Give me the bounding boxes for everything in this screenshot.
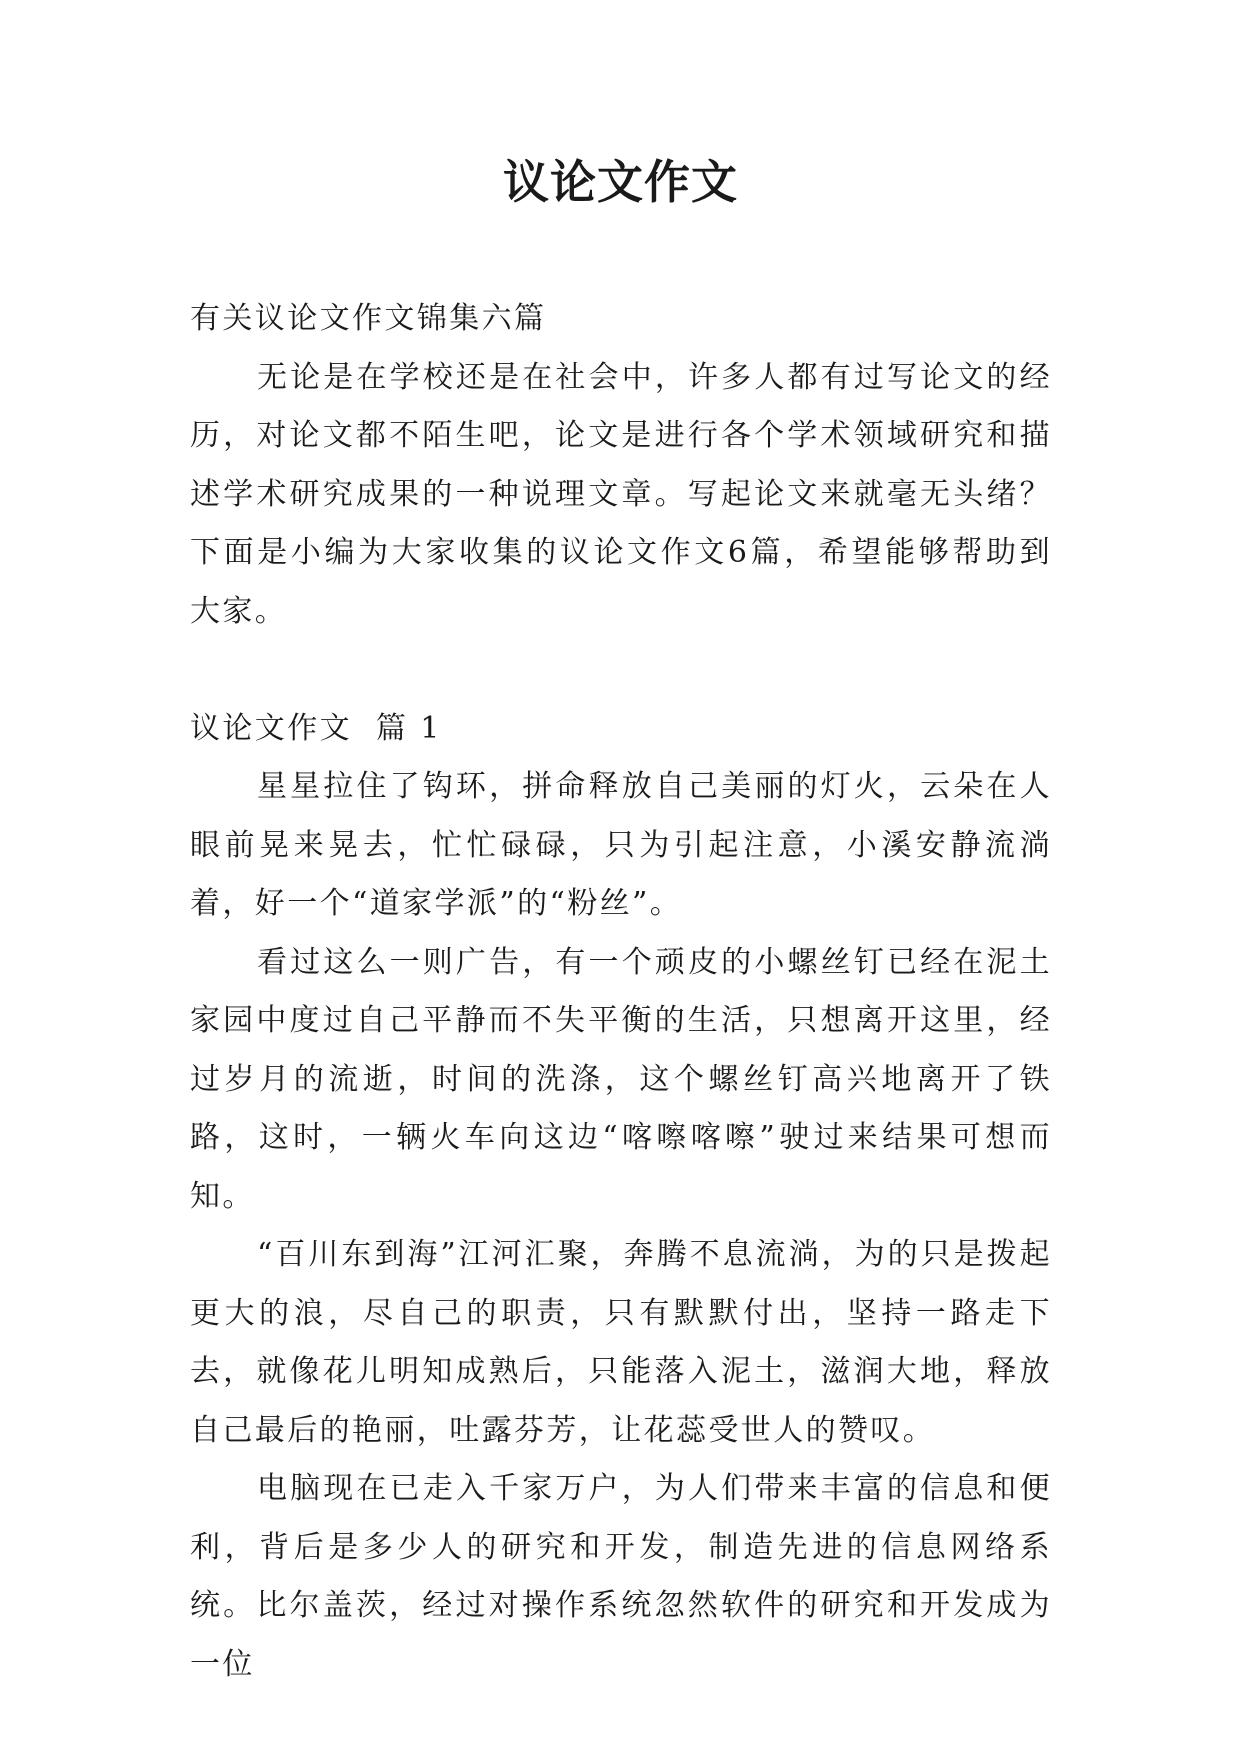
document-body bbox=[190, 290, 1052, 1694]
intro-paragraph: 无论是在学校还是在社会中，许多人都有过写论文的经历，对论文都不陌生吧，论文是进行各个学术领域研究和描述学术研究成果的一种说理文章。写起论文来就毫无头绪？下面是小编为大家收集的议论文作文6篇，希望能够帮助到大家。 bbox=[190, 359, 1052, 629]
body-paragraph: “百川东到海”江河汇聚，奔腾不息流淌，为的只是拨起更大的浪，尽自己的职责，只有默默付出，坚持一路走下去，就像花儿明知成熟后，只能落入泥土，滋润大地，释放自己最后的艳丽，吐露芬芳，让花蕊受世人的赞叹。 bbox=[190, 1237, 1052, 1448]
document-title: 议论文作文 bbox=[503, 155, 738, 209]
document-subtitle: 有关议论文作文锦集六篇 bbox=[190, 301, 547, 336]
body-paragraph: 看过这么一则广告，有一个顽皮的小螺丝钉已经在泥土家园中度过自己平静而不失平衡的生活，只想离开这里，经过岁月的流逝，时间的洗涤，这个螺丝钉高兴地离开了铁路，这时，一辆火车向这边“喀嚓喀嚓”驶过来结果可想而知。 bbox=[190, 944, 1052, 1214]
section-heading: 议论文作文 篇 1 bbox=[190, 710, 442, 746]
section-spacer bbox=[190, 641, 1052, 700]
body-paragraph: 星星拉住了钩环，拼命释放自己美丽的灯火，云朵在人眼前晃来晃去，忙忙碌碌，只为引起注意，小溪安静流淌着，好一个“道家学派”的“粉丝”。 bbox=[190, 769, 1052, 921]
body-paragraph: 电脑现在已走入千家万户，为人们带来丰富的信息和便利，背后是多少人的研究和开发，制造先进的信息网络系统。比尔盖茨，经过对操作系统忽然软件的研究和开发成为一位 bbox=[190, 1471, 1052, 1682]
